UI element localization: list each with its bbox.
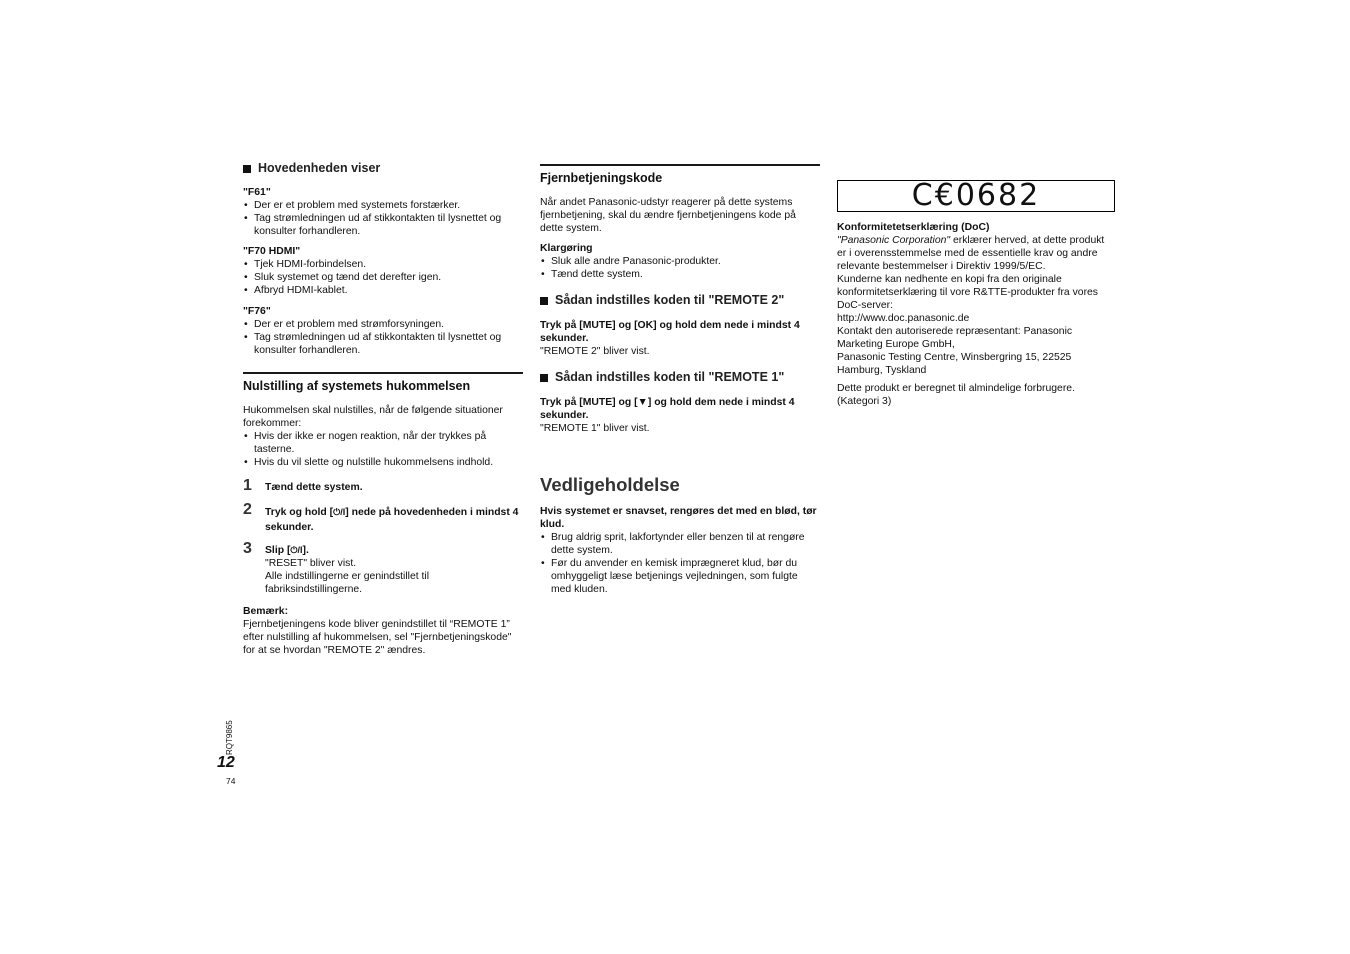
remote2-heading xyxy=(540,294,820,307)
display-section-title: Hovedenheden viser xyxy=(258,161,381,175)
display-section-heading xyxy=(243,162,523,175)
square-bullet-icon xyxy=(540,374,548,382)
maintenance-title: Vedligeholdelse xyxy=(540,474,680,495)
step-text xyxy=(265,502,523,535)
remote1-heading xyxy=(540,371,820,384)
step-text-after: ]. xyxy=(302,545,309,556)
note-text: Fjernbetjeningens kode bliver genindstillet til “REMOTE 1” efter nulstilling af hukommelsen, sel "Fjernbetjeningskode" for at se hvordan "REMOTE 2" ændres. xyxy=(243,619,512,656)
remote2-instruction: Tryk på [MUTE] og [OK] og hold dem nede i mindst 4 sekunder. xyxy=(540,320,800,344)
reset-section-title: Nulstilling af systemets hukommelsen xyxy=(243,379,471,393)
list-item: • Tænd dette system. xyxy=(540,268,820,281)
step-text-before: Slip [ xyxy=(265,545,291,556)
doc-text: Kunderne kan nedhente en kopi fra den originale konformitetserklæring til vore R&TTE-produkter fra vores DoC-server: xyxy=(837,274,1098,311)
step-result: Alle indstillingerne er genindstillet til fabriksindstillingerne. xyxy=(265,571,430,595)
list-item: • Sluk systemet og tænd det derefter igen. xyxy=(243,271,523,284)
prep-block xyxy=(540,242,820,281)
square-bullet-icon xyxy=(540,297,548,305)
list-item: • Sluk alle andre Panasonic-produkter. xyxy=(540,255,820,268)
step-text-before: Tryk og hold [ xyxy=(265,507,334,518)
f76-block xyxy=(243,305,523,357)
remote-intro: Når andet Panasonic-udstyr reagerer på dette systems fjernbetjening, skal du ændre fjernbetjeningens kode på dette system. xyxy=(540,197,796,234)
doc-title: Konformitetetserklæring (DoC) xyxy=(837,222,990,233)
doc-block xyxy=(837,221,1115,377)
maintenance-block xyxy=(540,505,820,596)
note-block xyxy=(243,605,523,657)
step-number: 3 xyxy=(243,540,252,557)
doc-code: RQT9865 xyxy=(225,720,234,755)
remote2-result: "REMOTE 2" bliver vist. xyxy=(540,346,650,357)
list-item: • Tag strømledningen ud af stikkontakten til lysnettet og konsulter forhandleren. xyxy=(243,331,523,357)
list-item: • Der er et problem med systemets forstærker. xyxy=(243,199,523,212)
square-bullet-icon xyxy=(243,165,251,173)
step-1 xyxy=(243,478,523,494)
f61-code: "F61" xyxy=(243,187,271,198)
page-number: 12 xyxy=(217,754,235,771)
list-item: • Hvis der ikke er nogen reaktion, når der trykkes på tasterne. xyxy=(243,430,523,456)
list-item: • Tag strømledningen ud af stikkontakten til lysnettet og konsulter forhandleren. xyxy=(243,212,523,238)
ce-mark-box xyxy=(837,180,1115,212)
f76-list xyxy=(243,318,523,357)
remote1-instruction: Tryk på [MUTE] og [▼] og hold dem nede i mindst 4 sekunder. xyxy=(540,397,795,421)
step-number: 2 xyxy=(243,501,252,518)
doc-text: erklærer herved, at dette produkt er i overensstemmelse med de essentielle krav og andre relevante bestemmelser i Direktiv 1999/5/EC. xyxy=(837,235,1105,272)
doc-text: Kontakt den autoriserede repræsentant: Panasonic Marketing Europe GmbH, xyxy=(837,326,1073,350)
f70-list xyxy=(243,258,523,297)
prep-list xyxy=(540,255,820,281)
step-number: 1 xyxy=(243,477,252,494)
doc-text: Panasonic Testing Centre, Winsbergring 15, 22525 Hamburg, Tyskland xyxy=(837,352,1072,376)
page-subnumber: 74 xyxy=(226,776,236,786)
list-item: • Der er et problem med strømforsyningen. xyxy=(243,318,523,331)
power-icon: ⏻/I xyxy=(333,507,346,517)
section-divider xyxy=(243,372,523,374)
section-divider xyxy=(540,164,820,166)
list-item: • Tjek HDMI-forbindelsen. xyxy=(243,258,523,271)
remote1-result: "REMOTE 1" bliver vist. xyxy=(540,423,650,434)
step-text xyxy=(265,541,523,596)
note-label: Bemærk: xyxy=(243,606,289,617)
remote-section-title: Fjernbetjeningskode xyxy=(540,171,663,185)
doc-category: Dette produkt er beregnet til almindelige forbrugere. (Kategori 3) xyxy=(837,383,1075,407)
prep-label: Klargøring xyxy=(540,243,593,254)
remote2-title: Sådan indstilles koden til "REMOTE 2" xyxy=(555,293,785,307)
reset-intro: Hukommelsen skal nulstilles, når de følgende situationer forekommer: xyxy=(243,405,503,429)
doc-company: "Panasonic Corporation" xyxy=(837,235,951,246)
remote2-block xyxy=(540,319,820,358)
list-item: • Hvis du vil slette og nulstille hukommelsens indhold. xyxy=(243,456,523,469)
ce-mark: C€0682 xyxy=(911,178,1041,213)
maintenance-list xyxy=(540,531,820,596)
step-text: Tænd dette system. xyxy=(265,482,363,493)
f61-list xyxy=(243,199,523,238)
doc-code-vertical xyxy=(224,716,236,756)
maintenance-intro: Hvis systemet er snavset, rengøres det med en blød, tør klud. xyxy=(540,506,817,530)
f76-code: "F76" xyxy=(243,306,271,317)
doc-url: http://www.doc.panasonic.de xyxy=(837,313,970,324)
f70-code: "F70 HDMI" xyxy=(243,246,301,257)
reset-conditions-list xyxy=(243,430,523,469)
step-2 xyxy=(243,502,523,535)
step-3 xyxy=(243,541,523,596)
step-result: "RESET" bliver vist. xyxy=(265,558,357,569)
remote1-title: Sådan indstilles koden til "REMOTE 1" xyxy=(555,370,785,384)
remote1-block xyxy=(540,396,820,435)
list-item: • Før du anvender en kemisk imprægneret klud, bør du omhyggeligt læse betjenings vejledningen, som fulgte med kluden. xyxy=(540,557,820,596)
reset-intro-block xyxy=(243,404,523,469)
f70-block xyxy=(243,245,523,297)
list-item: • Afbryd HDMI-kablet. xyxy=(243,284,523,297)
power-icon: ⏻/I xyxy=(290,545,303,555)
list-item: • Brug aldrig sprit, lakfortynder eller benzen til at rengøre dette system. xyxy=(540,531,820,557)
f61-block xyxy=(243,186,523,238)
doc-paragraph xyxy=(837,234,1115,273)
step-text-after: ] nede på hovedenheden i mindst 4 sekunder. xyxy=(265,507,519,533)
